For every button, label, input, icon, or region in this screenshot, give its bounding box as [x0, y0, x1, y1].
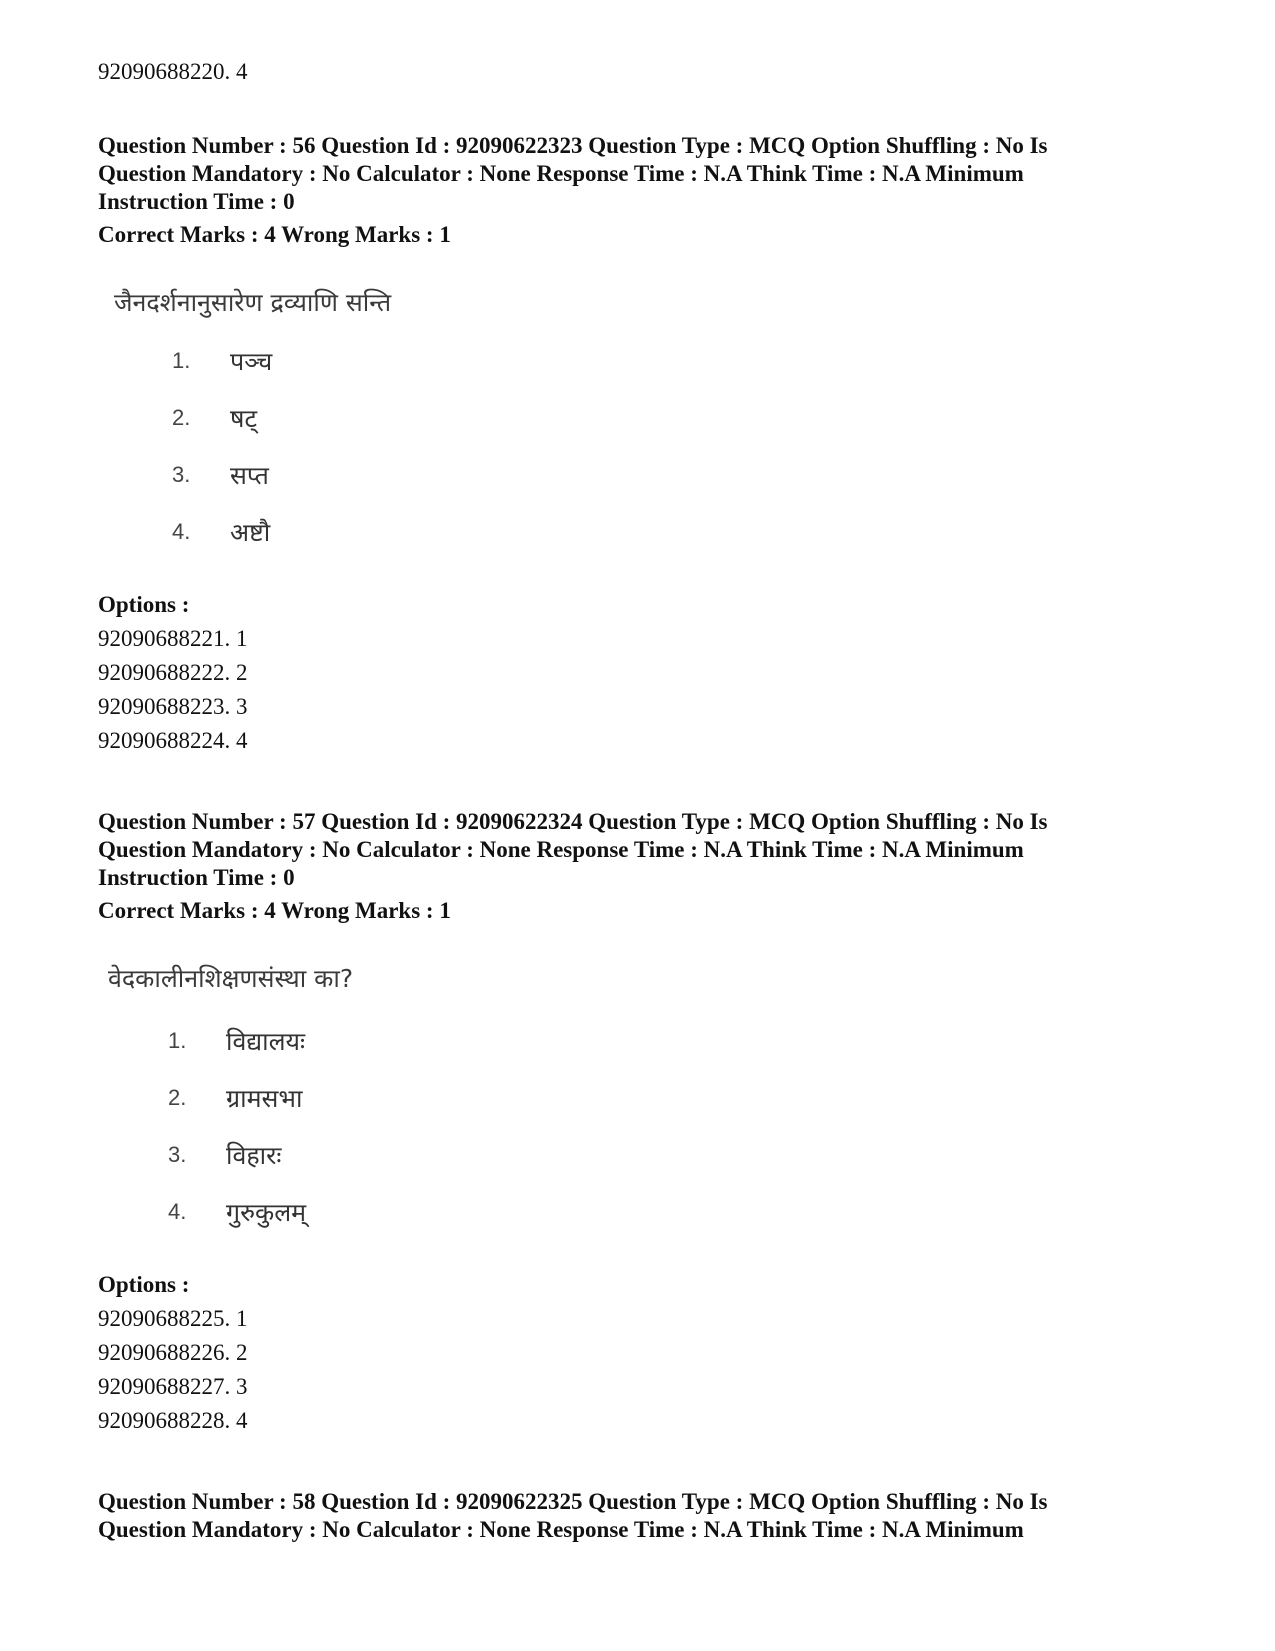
choice-item	[172, 405, 572, 462]
options-label: Options :	[98, 592, 190, 617]
choice-text: गुरुकुलम्	[226, 1198, 307, 1227]
question-56-options	[98, 588, 248, 758]
option-row: 92090688227. 3	[98, 1374, 248, 1399]
question-header-line: Question Number : 58 Question Id : 92090622325 Question Type : MCQ Option Shuffling : No Is	[98, 1489, 1048, 1514]
choice-text: षट्	[230, 404, 258, 433]
question-57-block	[98, 808, 1198, 925]
question-header-line: Question Number : 56 Question Id : 92090622323 Question Type : MCQ Option Shuffling : No Is	[98, 133, 1048, 158]
choice-number: 2.	[168, 1085, 187, 1110]
choice-number: 1.	[172, 348, 191, 373]
choice-number: 1.	[168, 1028, 187, 1053]
choice-number: 3.	[168, 1142, 187, 1167]
question-56-block	[98, 132, 1198, 249]
question-header-line: Question Mandatory : No Calculator : None Response Time : N.A Think Time : N.A Minimum	[98, 1517, 1024, 1542]
question-56-text: जैनदर्शनानुसारेण द्रव्याणि सन्ति	[114, 288, 392, 317]
choice-item	[172, 348, 572, 405]
question-header-line: Question Number : 57 Question Id : 92090622324 Question Type : MCQ Option Shuffling : No Is	[98, 809, 1048, 834]
choice-text: ग्रामसभा	[226, 1084, 303, 1113]
choice-number: 4.	[168, 1199, 187, 1224]
marks-line: Correct Marks : 4 Wrong Marks : 1	[98, 222, 451, 247]
choice-number: 2.	[172, 405, 191, 430]
question-header-line: Question Mandatory : No Calculator : None Response Time : N.A Think Time : N.A Minimum	[98, 837, 1024, 862]
question-57-options	[98, 1268, 248, 1438]
option-row: 92090688224. 4	[98, 728, 248, 753]
option-row: 92090688228. 4	[98, 1408, 248, 1433]
choice-number: 3.	[172, 462, 191, 487]
choice-item	[168, 1028, 568, 1085]
option-row: 92090688221. 1	[98, 626, 248, 651]
choice-text: सप्त	[230, 461, 269, 490]
choice-text: पञ्च	[230, 347, 273, 376]
question-56-choices	[172, 348, 572, 576]
choice-item	[168, 1199, 568, 1256]
question-57-choices	[168, 1028, 568, 1256]
choice-item	[168, 1142, 568, 1199]
choice-text: अष्टौ	[230, 518, 271, 547]
choice-text: विद्यालयः	[226, 1027, 306, 1056]
options-label: Options :	[98, 1272, 190, 1297]
option-row: 92090688222. 2	[98, 660, 248, 685]
question-header-line: Instruction Time : 0	[98, 189, 295, 214]
option-row: 92090688225. 1	[98, 1306, 248, 1331]
question-header-line: Instruction Time : 0	[98, 865, 295, 890]
choice-text: विहारः	[226, 1141, 282, 1170]
choice-number: 4.	[172, 519, 191, 544]
marks-line: Correct Marks : 4 Wrong Marks : 1	[98, 898, 451, 923]
question-header-line: Question Mandatory : No Calculator : None Response Time : N.A Think Time : N.A Minimum	[98, 161, 1024, 186]
choice-item	[172, 519, 572, 576]
option-row: 92090688223. 3	[98, 694, 248, 719]
question-57-text: वेदकालीनशिक्षणसंस्था का?	[108, 964, 354, 993]
previous-option-line: 92090688220. 4	[98, 59, 248, 84]
choice-item	[168, 1085, 568, 1142]
choice-item	[172, 462, 572, 519]
option-row: 92090688226. 2	[98, 1340, 248, 1365]
question-58-block	[98, 1488, 1198, 1544]
